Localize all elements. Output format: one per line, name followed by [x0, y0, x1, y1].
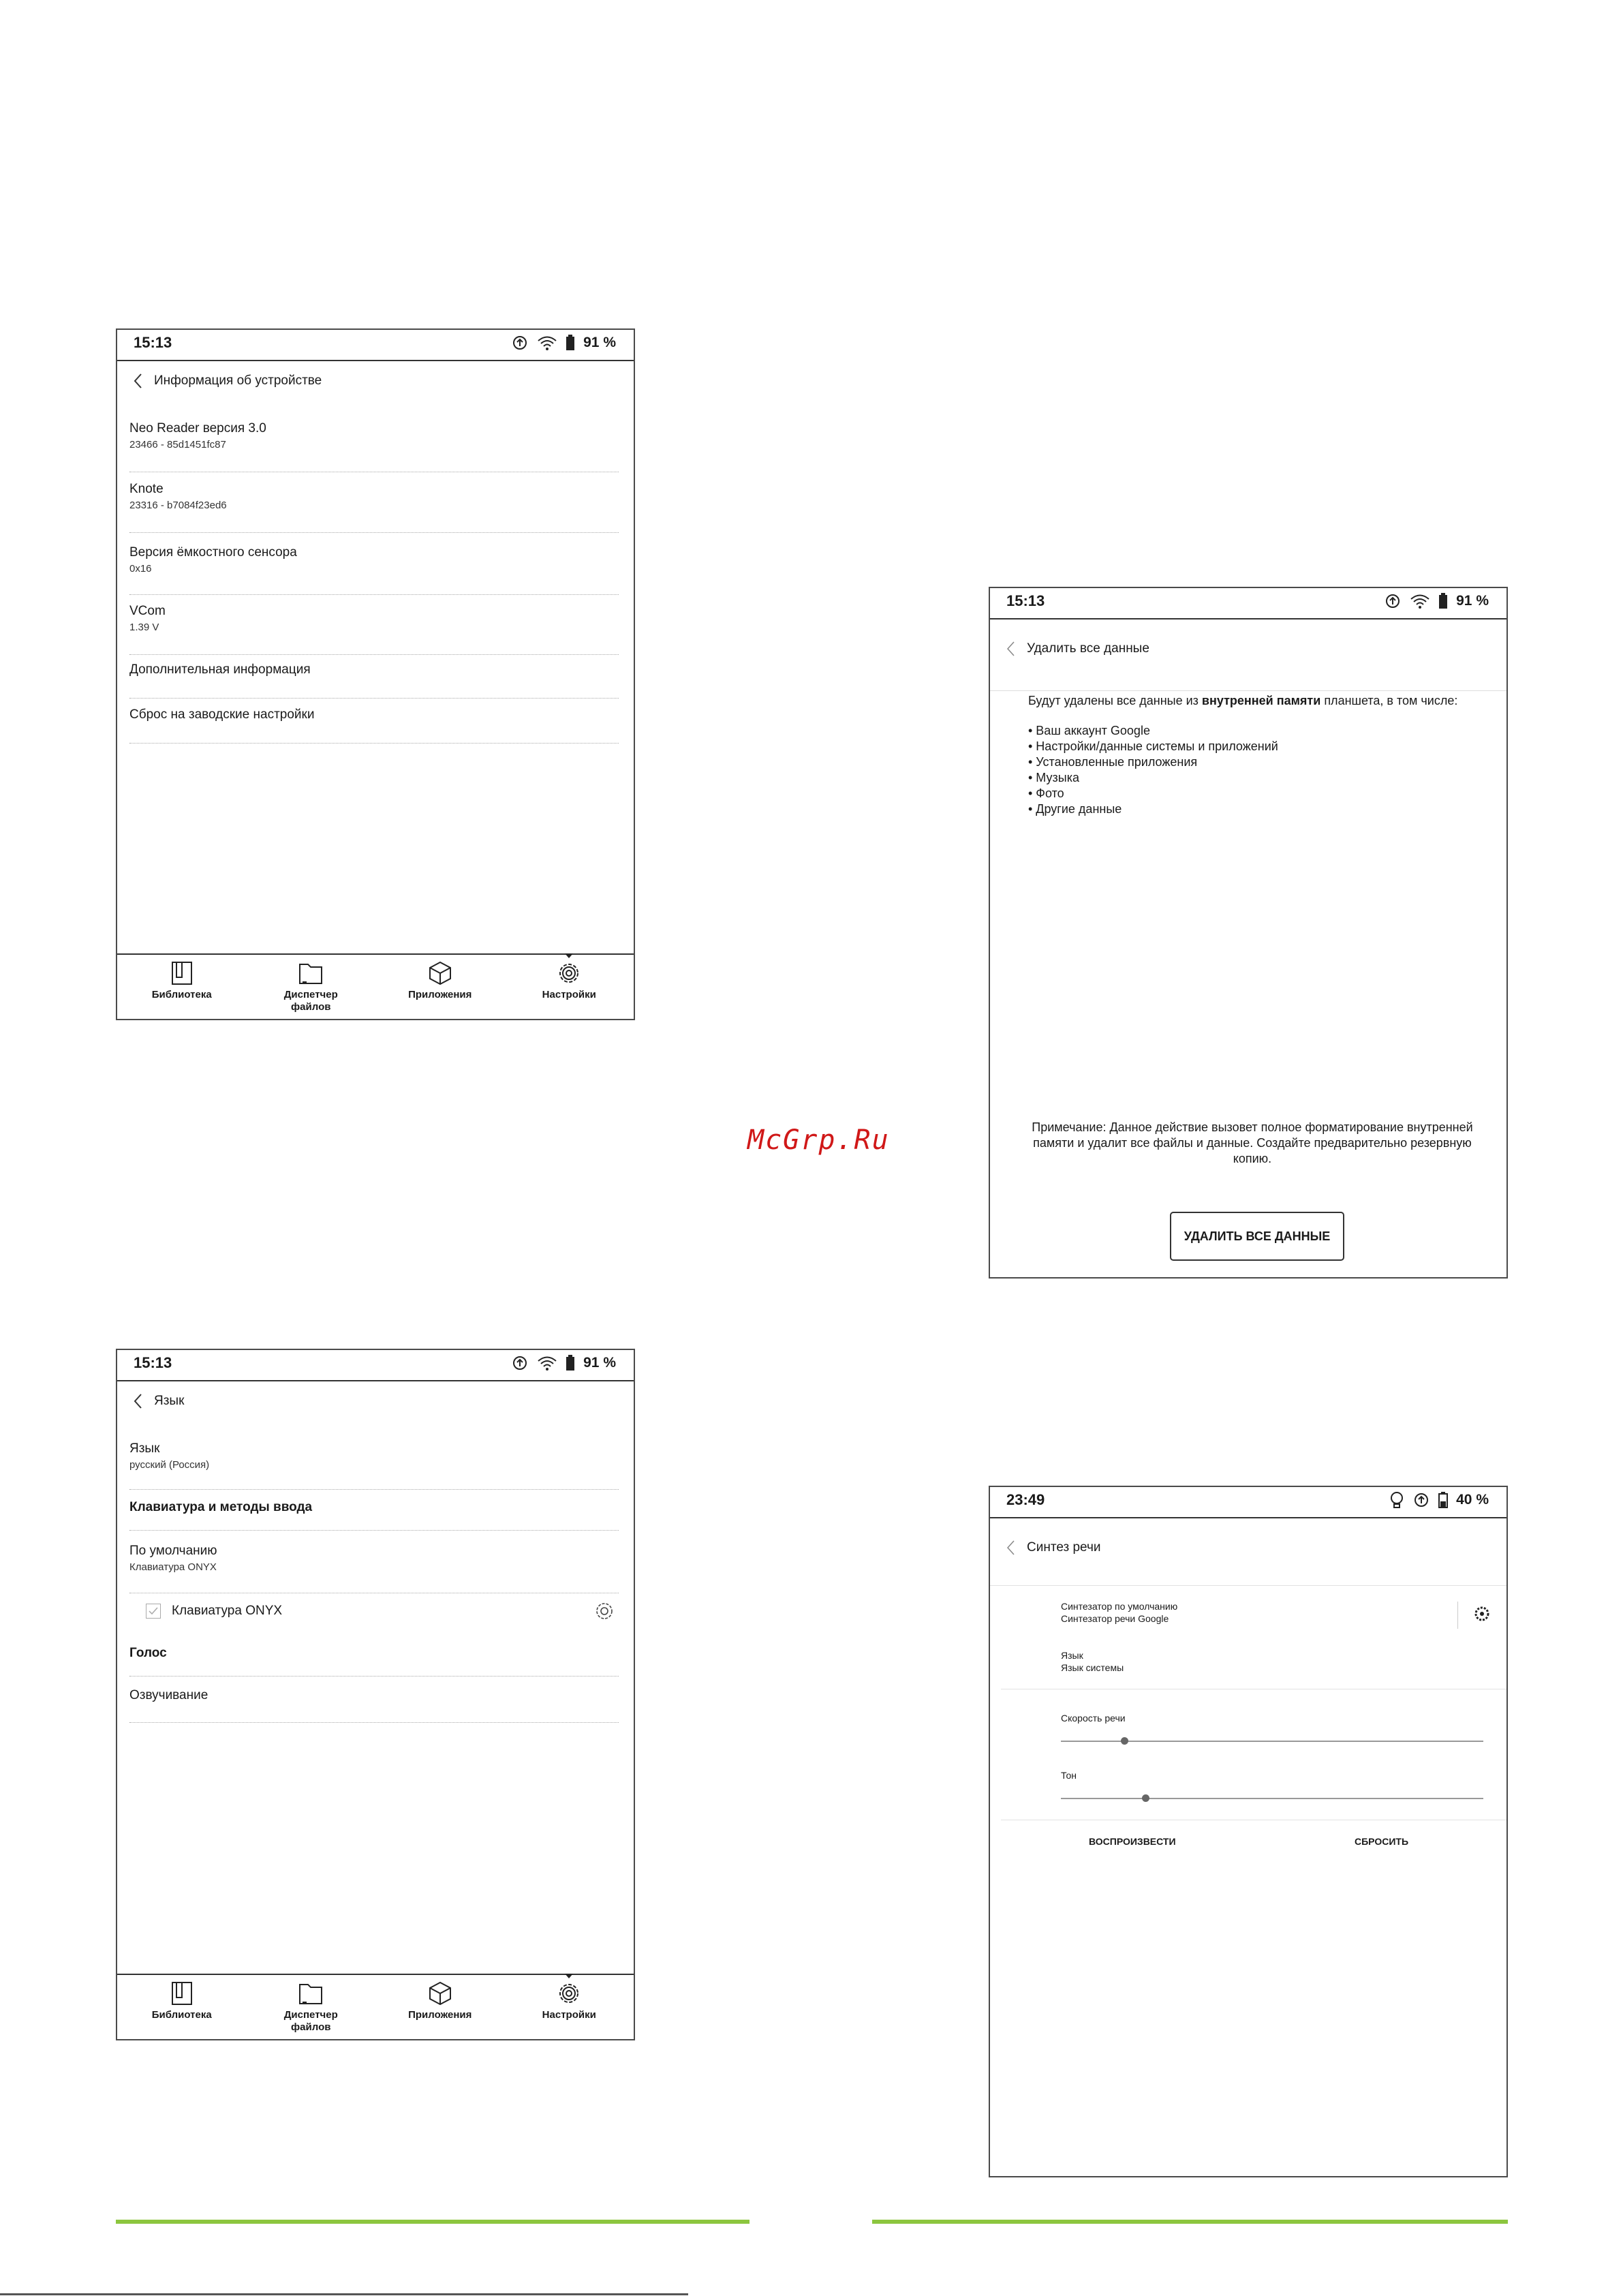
footer-line-right — [872, 2220, 1508, 2224]
device-info-screen — [116, 328, 635, 1020]
watermark-text: McGrp.Ru — [747, 1124, 890, 1156]
wipe-note-text — [1004, 1120, 1501, 1167]
nav-apps[interactable] — [375, 955, 505, 1019]
nav-label: Приложения — [408, 2009, 472, 2021]
speech-rate-slider[interactable] — [1061, 1741, 1483, 1742]
library-icon — [170, 1980, 194, 2006]
play-button[interactable]: ВОСПРОИЗВЕСТИ — [1089, 1836, 1176, 1847]
status-time: 23:49 — [1006, 1491, 1045, 1508]
status-icons — [1384, 592, 1489, 610]
sync-icon — [511, 334, 529, 352]
list-item-subtitle: 0x16 — [129, 563, 152, 575]
sync-icon — [1412, 1491, 1430, 1509]
page-title: Удалить все данные — [1027, 641, 1149, 656]
wifi-icon — [1410, 593, 1430, 609]
nav-label: Диспетчер — [283, 2009, 338, 2021]
battery-icon — [1438, 1492, 1448, 1508]
active-indicator — [565, 953, 573, 958]
list-item-title: Версия ёмкостного сенсора — [129, 545, 297, 560]
battery-icon — [1438, 593, 1448, 609]
page-header — [131, 372, 322, 390]
nav-label: Библиотека — [151, 989, 212, 1000]
keyboard-settings-gear-icon[interactable] — [594, 1601, 615, 1625]
nav-label: файлов — [291, 1001, 331, 1013]
status-icons — [511, 1354, 616, 1372]
status-icons — [1389, 1491, 1489, 1509]
engine-settings-gear-icon[interactable] — [1474, 1606, 1490, 1625]
list-item-subtitle: Клавиатура ONYX — [129, 1561, 217, 1573]
page-title: Синтез речи — [1027, 1540, 1101, 1555]
nav-label: Настройки — [542, 2009, 596, 2021]
slider-thumb[interactable] — [1121, 1737, 1128, 1745]
list-item-subtitle: 23466 - 85d1451fc87 — [129, 439, 226, 450]
list-item: • Фото — [1028, 786, 1064, 800]
library-icon — [170, 960, 194, 986]
note-line: Примечание: Данное действие вызовет полное форматирование внутренней — [1032, 1120, 1473, 1134]
wipe-all-data-button[interactable]: УДАЛИТЬ ВСЕ ДАННЫЕ — [1170, 1212, 1344, 1261]
list-item-subtitle: русский (Россия) — [129, 1459, 210, 1471]
list-item-title: Knote — [129, 482, 164, 496]
list-item-neo-reader[interactable] — [129, 421, 619, 472]
reset-button[interactable]: СБРОСИТЬ — [1355, 1836, 1409, 1847]
status-bar — [117, 1350, 634, 1381]
folder-icon — [297, 960, 324, 986]
back-arrow-icon[interactable] — [131, 1392, 144, 1410]
list-item: • Другие данные — [1028, 802, 1122, 816]
nav-settings[interactable] — [505, 1975, 634, 2039]
bottom-page-line — [0, 2293, 688, 2295]
nav-file-manager[interactable] — [247, 1975, 376, 2039]
list-item-title: Язык — [129, 1441, 160, 1456]
language-screen — [116, 1349, 635, 2040]
gear-icon — [556, 1980, 582, 2006]
list-item-title: По умолчанию — [129, 1544, 217, 1558]
status-time: 15:13 — [134, 334, 172, 351]
row-value: Язык системы — [1061, 1662, 1124, 1673]
list-item-subtitle: 23316 - b7084f23ed6 — [129, 500, 227, 511]
folder-icon — [297, 1980, 324, 2006]
list-item-subtitle: 1.39 V — [129, 622, 159, 633]
wipe-bullet-list — [1028, 723, 1278, 817]
speech-rate-label: Скорость речи — [1061, 1713, 1126, 1724]
section-keyboard — [129, 1500, 619, 1531]
list-item-additional-info[interactable] — [129, 662, 619, 699]
list-item-title: VCom — [129, 604, 166, 618]
list-item-title: Озвучивание — [129, 1688, 208, 1702]
footer-line-left — [116, 2220, 749, 2224]
nav-label: Настройки — [542, 989, 596, 1000]
page-header — [131, 1392, 184, 1410]
nav-label: файлов — [291, 2021, 331, 2033]
status-bar — [990, 588, 1506, 619]
row-label: Язык — [1061, 1650, 1083, 1661]
nav-label: Библиотека — [151, 2009, 212, 2021]
battery-percent: 91 % — [1456, 593, 1489, 609]
section-title: Клавиатура и методы ввода — [129, 1500, 313, 1514]
page-header — [1004, 640, 1149, 658]
wifi-icon — [537, 1355, 557, 1371]
battery-icon — [566, 1355, 575, 1371]
page-title: Язык — [154, 1394, 185, 1408]
nav-file-manager[interactable] — [247, 955, 376, 1019]
nav-library[interactable] — [117, 1975, 247, 2039]
lightbulb-icon — [1389, 1491, 1404, 1509]
wipe-intro-text — [1028, 693, 1505, 708]
list-item-title: Клавиатура ONYX — [172, 1604, 283, 1618]
tts-screen — [989, 1486, 1508, 2177]
pitch-slider[interactable] — [1061, 1798, 1483, 1799]
checkbox[interactable] — [146, 1604, 161, 1619]
page-title: Информация об устройстве — [154, 373, 322, 388]
intro-bold-text: внутренней памяти — [1201, 694, 1321, 707]
checkmark-icon — [149, 1607, 158, 1615]
list-item-factory-reset[interactable] — [129, 707, 619, 744]
back-arrow-icon[interactable] — [1004, 640, 1017, 658]
intro-text: Будут удалены все данные из — [1028, 694, 1202, 707]
active-indicator — [565, 1974, 573, 1978]
status-icons — [511, 334, 616, 352]
bottom-navigation — [117, 953, 634, 1019]
slider-thumb[interactable] — [1142, 1794, 1149, 1802]
nav-apps[interactable] — [375, 1975, 505, 2039]
note-line: памяти и удалит все файлы и данные. Создайте предварительно резервную — [1033, 1136, 1472, 1150]
back-arrow-icon[interactable] — [1004, 1539, 1017, 1557]
apps-cube-icon — [427, 1980, 453, 2006]
list-item-tts[interactable] — [129, 1688, 619, 1723]
list-item-sensor-version[interactable] — [129, 545, 619, 595]
list-item-title: Сброс на заводские настройки — [129, 707, 315, 722]
battery-icon — [566, 335, 575, 351]
status-bar — [117, 330, 634, 361]
status-time: 15:13 — [1006, 592, 1045, 609]
nav-settings[interactable] — [505, 955, 634, 1019]
header-divider — [990, 1585, 1506, 1586]
note-line: копию. — [1233, 1152, 1272, 1165]
bottom-navigation — [117, 1974, 634, 2039]
nav-library[interactable] — [117, 955, 247, 1019]
status-bar — [990, 1487, 1506, 1518]
language-row[interactable] — [1061, 1649, 1124, 1674]
list-item: • Установленные приложения — [1028, 755, 1198, 769]
engine-divider — [1457, 1602, 1458, 1629]
gear-icon — [556, 960, 582, 986]
list-item: • Ваш аккаунт Google — [1028, 724, 1150, 737]
section-title: Голос — [129, 1646, 167, 1660]
status-time: 15:13 — [134, 1354, 172, 1371]
list-item-language[interactable] — [129, 1441, 619, 1490]
pitch-label: Тон — [1061, 1770, 1077, 1781]
list-item-title: Neo Reader версия 3.0 — [129, 421, 266, 435]
list-item-knote[interactable] — [129, 482, 619, 533]
list-item-vcom[interactable] — [129, 604, 619, 655]
row-value: Синтезатор речи Google — [1061, 1613, 1169, 1624]
header-divider — [990, 690, 1506, 691]
wifi-icon — [537, 335, 557, 351]
list-item: • Музыка — [1028, 771, 1079, 784]
battery-percent: 40 % — [1456, 1492, 1489, 1507]
battery-percent: 91 % — [583, 335, 616, 350]
sync-icon — [1384, 592, 1402, 610]
nav-label: Приложения — [408, 989, 472, 1000]
default-engine-row[interactable] — [1061, 1600, 1177, 1625]
list-item: • Настройки/данные системы и приложений — [1028, 739, 1278, 753]
nav-label: Диспетчер — [283, 989, 338, 1000]
intro-text-end: планшета, в том числе: — [1320, 694, 1458, 707]
wipe-data-screen — [989, 587, 1508, 1279]
list-item-default-keyboard[interactable] — [129, 1544, 619, 1593]
page-header — [1004, 1539, 1100, 1557]
section-voice — [129, 1646, 619, 1677]
row-label: Синтезатор по умолчанию — [1061, 1601, 1178, 1612]
list-item-onyx-keyboard[interactable] — [129, 1604, 619, 1634]
apps-cube-icon — [427, 960, 453, 986]
battery-percent: 91 % — [583, 1355, 616, 1371]
sync-icon — [511, 1354, 529, 1372]
list-item-title: Дополнительная информация — [129, 662, 311, 677]
back-arrow-icon[interactable] — [131, 372, 144, 390]
